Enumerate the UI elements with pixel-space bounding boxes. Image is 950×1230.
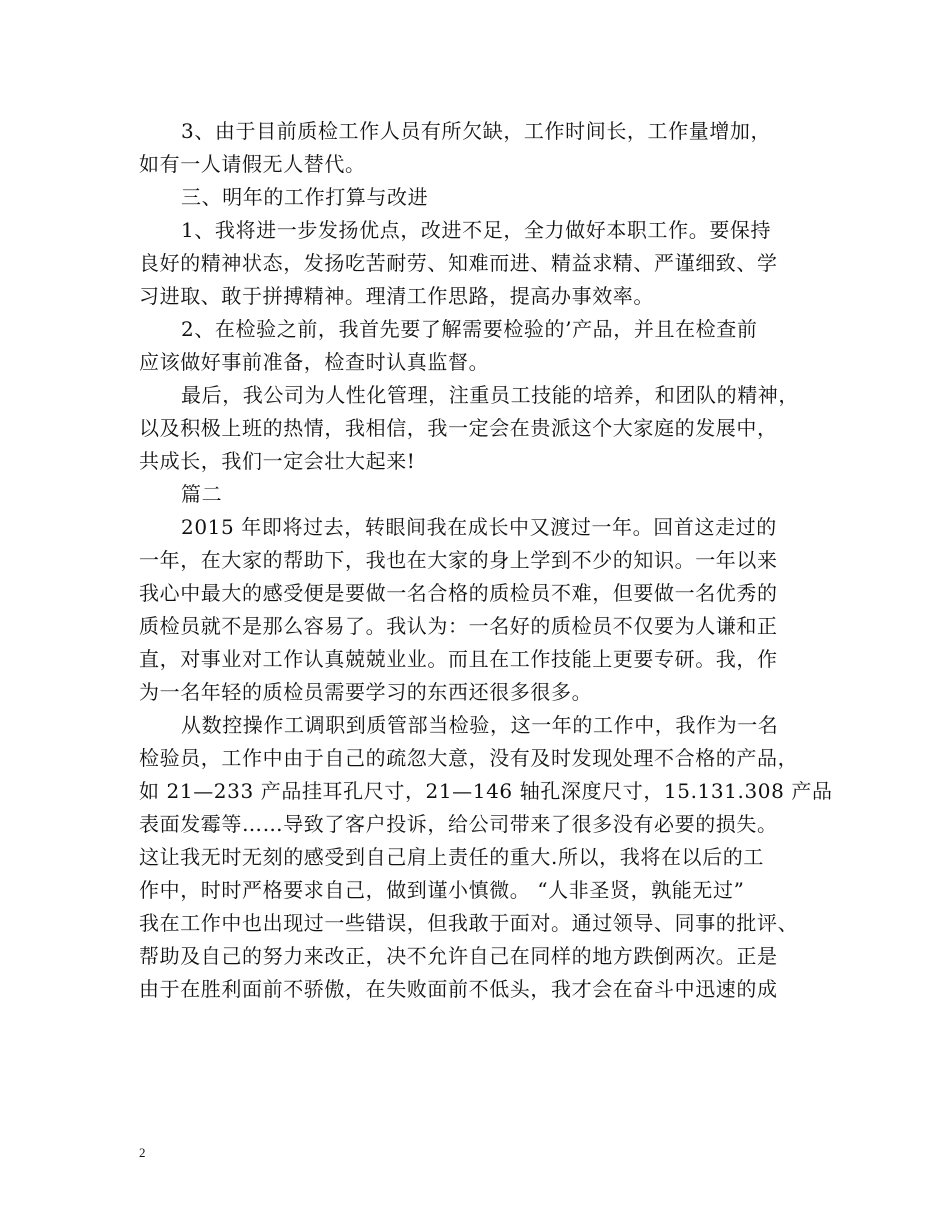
text-line: 以及积极上班的热情，我相信，我一定会在贵派这个大家庭的发展中， bbox=[139, 416, 778, 440]
text-line: 为一名年轻的质检员需要学习的东西还很多很多。 bbox=[139, 680, 593, 704]
text-line: 一年，在大家的帮助下，我也在大家的身上学到不少的知识。一年以来 bbox=[139, 548, 778, 572]
text-line: 由于在胜利面前不骄傲，在失败面前不低头，我才会在奋斗中迅速的成 bbox=[139, 977, 778, 1001]
text-line: 最后，我公司为人性化管理，注重员工技能的培养，和团队的精神， bbox=[181, 383, 799, 407]
text-line: 帮助及自己的努力来改正，决不允许自己在同样的地方跌倒两次。正是 bbox=[139, 944, 778, 968]
text-line: 习进取、敢于拼搏精神。理清工作思路，提高办事效率。 bbox=[139, 284, 654, 308]
text-line: 我在工作中也出现过一些错误，但我敢于面对。通过领导、同事的批评、 bbox=[139, 911, 799, 935]
text-line: 质检员就不是那么容易了。我认为：一名好的质检员不仅要为人谦和正 bbox=[139, 614, 778, 638]
text-line: 共成长，我们一定会壮大起来! bbox=[139, 449, 416, 473]
text-line: 良好的精神状态，发扬吃苦耐劳、知难而进、精益求精、严谨细致、学 bbox=[139, 251, 778, 275]
text-line: 直，对事业对工作认真兢兢业业。而且在工作技能上更要专研。我，作 bbox=[139, 647, 778, 671]
text-line: 2、在检验之前，我首先要了解需要检验的’产品，并且在检查前 bbox=[181, 317, 758, 341]
text-line: 我心中最大的感受便是要做一名合格的质检员不难，但要做一名优秀的 bbox=[139, 581, 778, 605]
section-heading: 篇二 bbox=[181, 482, 223, 506]
document-body bbox=[139, 115, 833, 1006]
section-heading: 三、明年的工作打算与改进 bbox=[181, 185, 429, 209]
text-line: 检验员，工作中由于自己的疏忽大意，没有及时发现处理不合格的产品， bbox=[139, 746, 799, 770]
text-line: 作中，时时严格要求自己，做到谨小慎微。 “人非圣贤，孰能无过” bbox=[139, 878, 745, 902]
text-line: 应该做好事前准备，检查时认真监督。 bbox=[139, 350, 490, 374]
text-line: 3、由于目前质检工作人员有所欠缺，工作时间长，工作量增加， bbox=[181, 119, 772, 143]
text-line: 这让我无时无刻的感受到自己肩上责任的重大.所以，我将在以后的工 bbox=[139, 845, 764, 869]
text-line: 表面发霉等……导致了客户投诉，给公司带来了很多没有必要的损失。 bbox=[139, 812, 778, 836]
text-line: 2015 年即将过去，转眼间我在成长中又渡过一年。回首这走过的 bbox=[181, 515, 777, 539]
text-line: 从数控操作工调职到质管部当检验，这一年的工作中，我作为一名 bbox=[181, 713, 779, 737]
text-line: 如 21—233 产品挂耳孔尺寸，21—146 轴孔深度尺寸，15.131.308 产品 bbox=[139, 779, 833, 803]
text-line: 如有一人请假无人替代。 bbox=[139, 152, 366, 176]
text-line: 1、我将进一步发扬优点，改进不足，全力做好本职工作。要保持 bbox=[181, 218, 772, 242]
page-number: 2 bbox=[139, 1145, 146, 1160]
